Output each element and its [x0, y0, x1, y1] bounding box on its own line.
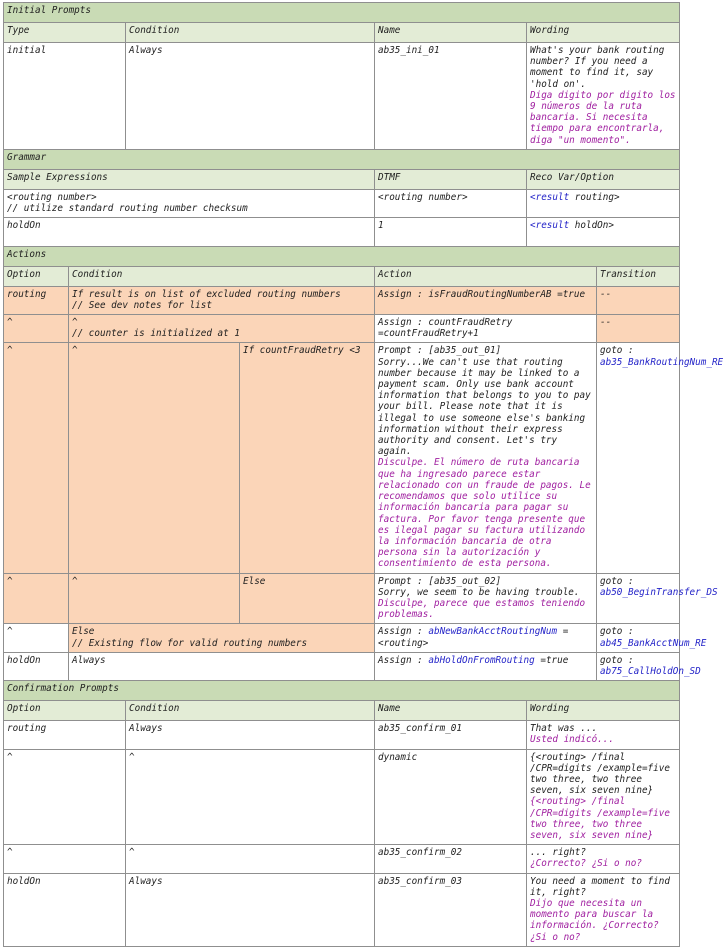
action-variable: abHoldOnFromRouting [428, 654, 535, 666]
action-variable: abNewBankAcctRoutingNum [428, 626, 558, 638]
wording-english: That was ... [530, 723, 598, 735]
condition-note: // counter is initialized at 1 [72, 328, 240, 340]
reco-var-name: holdOn [574, 220, 609, 232]
action-transition: -- [597, 315, 680, 343]
confirm-option: ^ [4, 845, 126, 873]
reco-var-name: routing [574, 191, 614, 203]
condition-text: If result is on list of excluded routing numbers [72, 288, 341, 300]
action-english: Sorry, we seem to be having trouble. [378, 586, 580, 598]
action-row [4, 286, 680, 314]
confirm-wording [527, 873, 680, 946]
wording-spanish: ¿Correcto? ¿Si o no? [530, 858, 642, 870]
action-option: ^ [4, 343, 69, 573]
action-sub-condition: Else [240, 573, 375, 624]
transition-label: goto : [600, 626, 634, 638]
condition-text: Else [72, 626, 95, 638]
condition-note: // See dev notes for list [72, 299, 212, 311]
action-option: holdOn [4, 652, 69, 680]
grammar-expression [4, 189, 375, 217]
header-reco-var: Reco Var/Option [527, 169, 680, 189]
action-value: =<routing> [378, 626, 569, 649]
confirm-wording [527, 845, 680, 873]
header-wording: Wording [527, 701, 680, 721]
actions-header-row [4, 266, 680, 286]
wording-spanish: Diga digito por digito los 9 números de la ruta bancaria. Si necesita tiempo para encontrarla, diga "un momento". [530, 89, 676, 146]
action-cell: Assign : isFraudRoutingNumberAB =true [375, 286, 597, 314]
result-tag: <result [530, 220, 570, 232]
wording-spanish: Usted indicó... [530, 734, 614, 746]
header-condition: Condition [69, 266, 375, 286]
transition-target-link[interactable]: ab75_CallHoldOn_SD [600, 665, 701, 677]
confirm-option: routing [4, 721, 126, 749]
action-option: ^ [4, 315, 69, 343]
action-transition: -- [597, 286, 680, 314]
action-condition [69, 286, 375, 314]
confirm-option: ^ [4, 749, 126, 845]
action-condition: ^ [69, 343, 240, 573]
grammar-expression: holdOn [4, 218, 375, 246]
condition-text: ^ [72, 317, 78, 329]
condition-note: // Existing flow for valid routing numbers [72, 637, 308, 649]
wording-spanish: Dijo que necesita un momento para buscar la información. ¿Correcto? ¿Si o no? [530, 897, 659, 943]
wording-english: What's your bank routing number? If you need a moment to find it, say 'hold on'. [530, 45, 665, 90]
confirm-wording [527, 721, 680, 749]
grammar-reco-var: <result routing> [527, 189, 680, 217]
prompt-wording [527, 43, 680, 150]
header-option: Option [4, 266, 69, 286]
expression-text: <routing number> [7, 191, 97, 203]
grammar-row [4, 189, 680, 217]
initial-prompts-title: Initial Prompts [4, 3, 680, 23]
transition-target-link[interactable]: ab45_BankAcctNum_RE [600, 637, 707, 649]
prompt-condition: Always [126, 43, 375, 150]
header-name: Name [375, 701, 527, 721]
transition-label: goto : [600, 575, 634, 587]
action-transition [597, 652, 701, 680]
action-transition [597, 624, 707, 652]
action-value: =true [540, 654, 569, 666]
initial-prompts-section-row [4, 3, 680, 23]
confirm-wording [527, 749, 680, 845]
action-prompt-id: Prompt : [ab35_out_02] [378, 575, 502, 587]
action-cell [375, 573, 597, 624]
confirm-name: ab35_confirm_03 [375, 873, 527, 946]
header-action: Action [375, 266, 597, 286]
action-cell [375, 624, 597, 652]
transition-target-link[interactable]: ab35_BankRoutingNum_RE [600, 356, 723, 368]
initial-prompt-row [4, 43, 680, 150]
action-prompt-id: Prompt : [ab35_out_01] [378, 345, 502, 357]
header-transition: Transition [597, 266, 680, 286]
action-condition [69, 315, 375, 343]
confirmation-header-row [4, 701, 680, 721]
transition-target-link[interactable]: ab50_BeginTransfer_DS [600, 586, 718, 598]
initial-prompts-header-row [4, 23, 680, 43]
action-row [4, 343, 680, 573]
dialog-spec-table [3, 2, 723, 947]
action-label: Assign : [378, 626, 423, 638]
header-condition: Condition [126, 701, 375, 721]
grammar-dtmf: <routing number> [375, 189, 527, 217]
action-cell [375, 343, 597, 573]
transition-label: goto : [600, 654, 634, 666]
confirmation-row [4, 721, 680, 749]
confirm-name: dynamic [375, 749, 527, 845]
action-row [4, 652, 680, 680]
header-condition: Condition [126, 23, 375, 43]
confirm-condition: Always [126, 721, 375, 749]
action-condition: ^ [69, 573, 240, 624]
actions-section-row [4, 246, 680, 266]
action-cell: Assign : countFraudRetry =countFraudRetry+1 [375, 315, 597, 343]
expression-note: // utilize standard routing number checksum [7, 203, 248, 215]
action-english: Sorry...We can't use that routing number because it may be linked to a payment scam. Only use bank account information that belongs to you to pay your bill. Please note that it is illegal to use someone else's banking information without their express authority and consent. Let's try again. [378, 356, 591, 458]
action-condition [69, 624, 375, 652]
grammar-row [4, 218, 680, 246]
action-cell [375, 652, 597, 680]
action-spanish: Disculpe, parece que estamos teniendo problemas. [378, 597, 586, 621]
confirmation-row [4, 845, 680, 873]
confirm-condition: ^ [126, 749, 375, 845]
header-option: Option [4, 701, 126, 721]
header-type: Type [4, 23, 126, 43]
grammar-dtmf: 1 [375, 218, 527, 246]
action-option: ^ [4, 624, 69, 652]
confirm-name: ab35_confirm_02 [375, 845, 527, 873]
confirmation-row [4, 749, 680, 845]
header-wording: Wording [527, 23, 680, 43]
action-option: ^ [4, 573, 69, 624]
action-row [4, 573, 680, 624]
grammar-title: Grammar [4, 149, 680, 169]
action-row [4, 624, 680, 652]
confirmation-prompts-title: Confirmation Prompts [4, 681, 680, 701]
result-tag: <result [530, 191, 570, 203]
action-row [4, 315, 680, 343]
header-name: Name [375, 23, 527, 43]
header-sample-expressions: Sample Expressions [4, 169, 375, 189]
confirm-name: ab35_confirm_01 [375, 721, 527, 749]
action-spanish: Disculpe. El número de ruta bancaria que ha ingresado parece estar relacionado con un fraude de pagos. Le recomendamos que solo utilice su información bancaria para pagar su factura. Por favor tenga presente que es ilegal pagar su factura utilizando la información bancaria de otra persona sin la autorización y consentimiento de esta persona. [378, 457, 591, 570]
action-label: Assign : [378, 654, 423, 666]
grammar-header-row [4, 169, 680, 189]
action-sub-condition: If countFraudRetry <3 [240, 343, 375, 573]
confirm-condition: Always [126, 873, 375, 946]
wording-english: {<routing> /final /CPR=digits /example=five two three, two three seven, six seven nine} [530, 751, 670, 797]
action-condition: Always [69, 652, 375, 680]
action-option: routing [4, 286, 69, 314]
wording-english: ... right? [530, 847, 586, 859]
action-transition [597, 573, 718, 624]
confirmation-row [4, 873, 680, 946]
wording-english: You need a moment to find it, right? [530, 875, 670, 898]
prompt-type: initial [4, 43, 126, 150]
confirm-condition: ^ [126, 845, 375, 873]
confirm-option: holdOn [4, 873, 126, 946]
actions-title: Actions [4, 246, 680, 266]
action-transition [597, 343, 723, 573]
prompt-name: ab35_ini_01 [375, 43, 527, 150]
wording-spanish: {<routing> /final /CPR=digits /example=five two three, two three seven, six seven nine} [530, 796, 670, 841]
header-dtmf: DTMF [375, 169, 527, 189]
grammar-section-row [4, 149, 680, 169]
grammar-reco-var: <result holdOn> [527, 218, 680, 246]
confirmation-prompts-section-row [4, 681, 680, 701]
transition-label: goto : [600, 345, 634, 357]
